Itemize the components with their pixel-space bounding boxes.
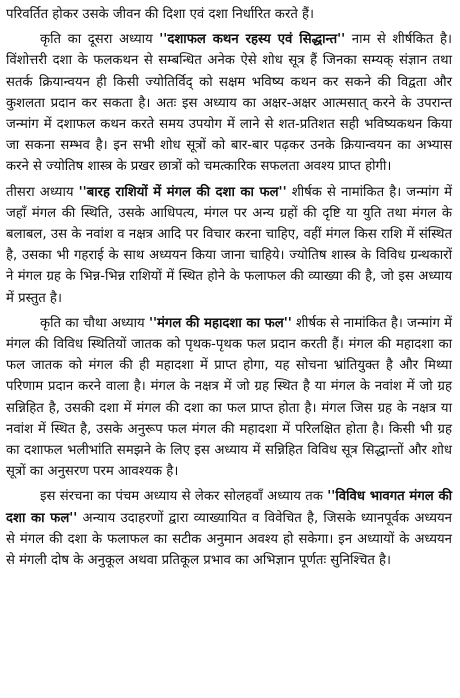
paragraph-text: परिवर्तित होकर उसके जीवन की दिशा एवं दशा निर्धारित करते हैं। [6, 7, 315, 22]
paragraph-body: अन्याय उदाहरणों द्वारा व्याख्यायित व विवेचित है, जिसके ध्यानपूर्वक अध्ययन से मंगल की दशा के फलाफल का सटीक अनुमान अवश्य हो सकेगा। इन अध्यायों के अध्ययन से मंगली दोष के अनुकूल अथवा प्रतिकूल प्रभाव का अभिज्ञान पूर्णतः सुनिश्चित है। [6, 510, 452, 569]
paragraph-5 [6, 486, 452, 571]
paragraph-4 [6, 313, 452, 483]
paragraph-lead: कृति का चौथा अध्याय [40, 315, 149, 331]
paragraph-2 [6, 29, 452, 177]
paragraph-lead: तीसरा अध्याय [6, 184, 79, 200]
chapter-title-4: ''मंगल की महादशा का फल'' [148, 315, 292, 331]
paragraph-body: नाम से शीर्षकित है। विंशोत्तरी दशा के फलकथन से सम्बन्धित अनेक ऐसे शोध सूत्र हैं जिनका सम्यक् संज्ञान तथा सतर्क क्रियान्वयन ही किसी ज्योतिर्विद् को सक्षम भविष्य कथन कर सकने की विद्वता और कुशलता प्रदान कर सकता है। अतः इस अध्याय का अक्षर-अक्षर आत्मसात् करने के उपरान्त जन्मांग में दशाफल कथन करते समय उपयोग में लाने से शत-प्रतिशत सही भविष्यकथन किया जा सकना सम्भव है। इन सभी शोध सूत्रों को बार-बार पढ़कर उनके क्रियान्वयन का अभ्यास करने से ज्योतिष शास्त्र के प्रखर छात्रों को चमत्कारिक सफलता अवश्य प्राप्त होगी। [6, 32, 452, 175]
paragraph-lead: इस संरचना का पंचम अध्याय से लेकर सोलहवाँ अध्याय तक [40, 489, 328, 505]
paragraph-1 [6, 4, 452, 25]
chapter-title-5: ''विविध भावगत मंगल की दशा का फल'' [6, 489, 452, 526]
paragraph-3 [6, 182, 452, 309]
chapter-title-2: ''दशाफल कथन रहस्य एवं सिद्धान्त'' [159, 32, 346, 48]
paragraph-body: शीर्षक से नामांकित है। जन्मांग में जहाँ मंगल की स्थिति, उसके आधिपत्य, मंगल पर अन्य ग्रहों की दृष्टि या युति तथा मंगल के बलाबल, उस के नवांश व नक्षत्र आदि पर विचार करना चाहिए, वहीं मंगल किस राशि में संस्थित है, उसका भी गहराई के साथ अध्ययन किया जाना चाहिये। ज्योतिष शास्त्र के विविध ग्रन्थकारों ने मंगल ग्रह के भिन्न-भिन्न राशियों में स्थित होने के फलाफल की व्याख्या की है, जो इस अध्याय में प्रस्तुत है। [6, 184, 452, 306]
paragraph-body: शीर्षक से नामांकित है। जन्मांग में मंगल की विविध स्थितियों जातक को पृथक-पृथक फल प्रदान करती हैं। मंगल की महादशा का फल जातक को मंगल की ही महादशा में प्राप्त होगा, यह सोचना भ्रांतियुक्त है और मिथ्या परिणाम प्रदान करने वाला है। मंगल के नक्षत्र में जो ग्रह स्थित है या मंगल के नवांश में जो ग्रह सन्निहित है, उसकी दशा में मंगल की दशा का फल प्राप्त होता है। मंगल जिस ग्रह के नक्षत्र या नवांश में स्थित है, उसके अनुरूप फल मंगल की महादशा में परिलक्षित होता है। किसी भी ग्रह का दशाफल भलीभांति समझने के लिए इस अध्याय में सन्निहित विविध सूत्र सिद्धान्तों और शोध सूत्रों का अनुसरण परम आवश्यक है। [6, 315, 453, 480]
chapter-title-3: ''बारह राशियों में मंगल की दशा का फल'' [78, 184, 287, 200]
paragraph-lead: कृति का दूसरा अध्याय [40, 32, 160, 48]
